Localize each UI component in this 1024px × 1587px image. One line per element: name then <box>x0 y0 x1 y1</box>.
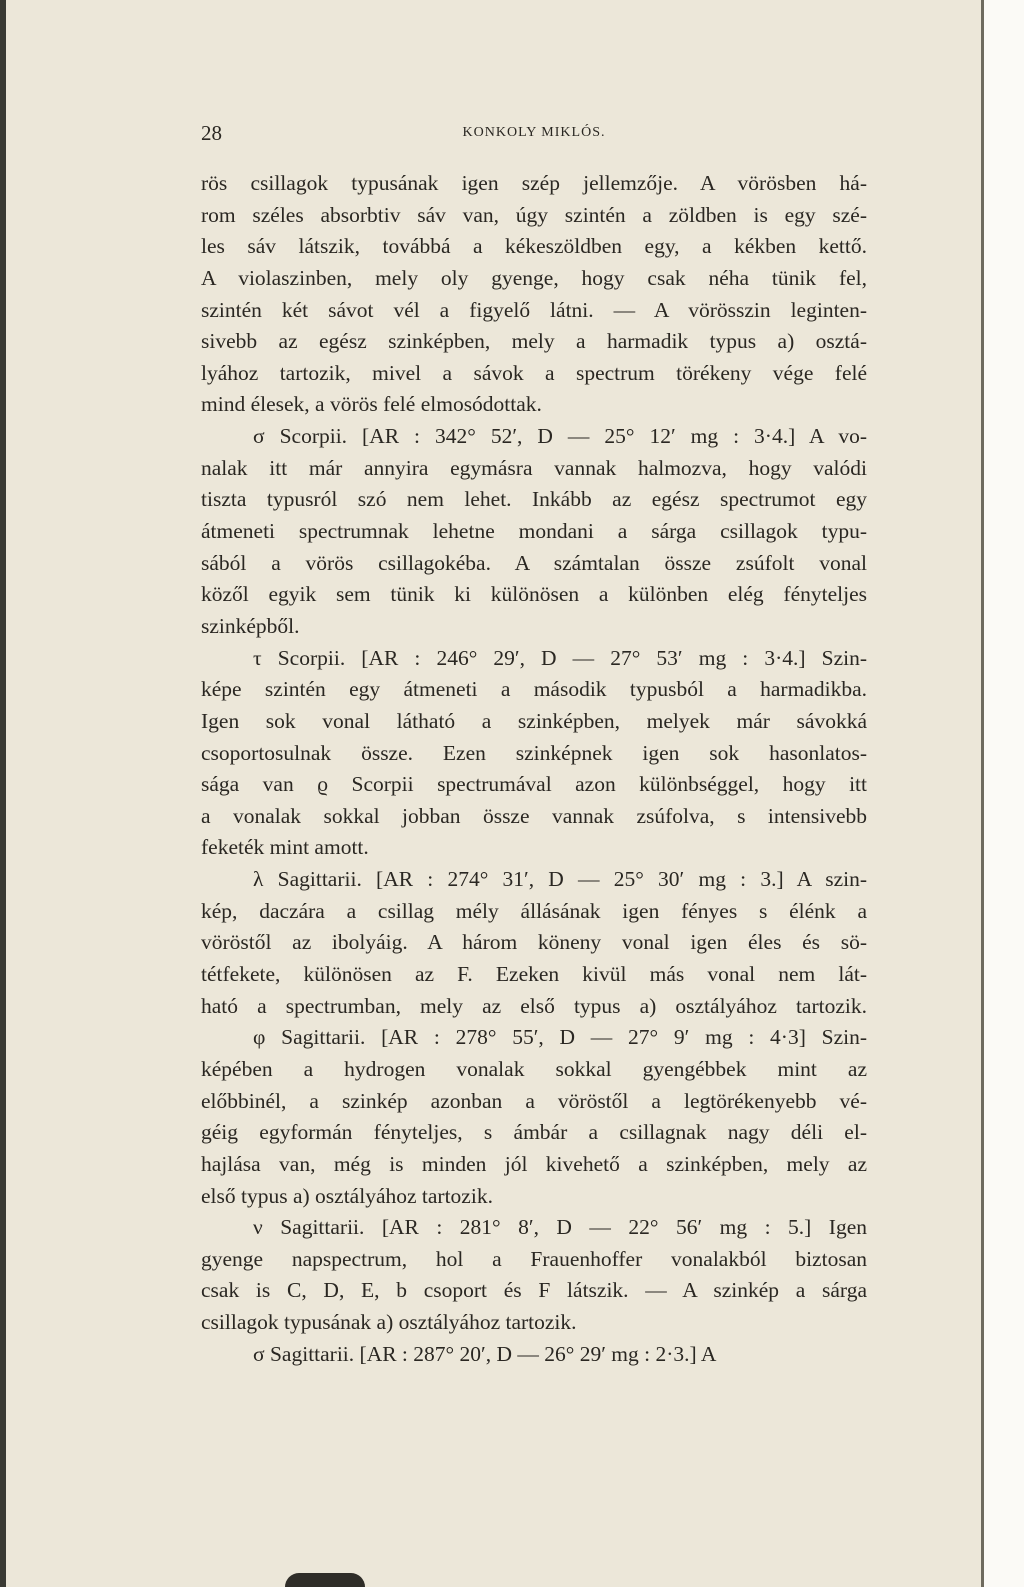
text-line: A violaszinben, mely oly gyenge, hogy csak néha tünik fel, <box>201 265 867 290</box>
text-line: lyához tartozik, mivel a sávok a spectrum törékeny vége felé <box>201 360 867 385</box>
body-text <box>201 168 867 1370</box>
text-line: sivebb az egész szinképben, mely a harmadik typus a) osztá- <box>201 329 867 354</box>
text-line: τ Scorpii. [AR : 246° 29′, D — 27° 53′ mg : 3·4.] Szin- <box>253 645 867 670</box>
text-line: csak is C, D, E, b csoport és F látszik. — A szinkép a sárga <box>201 1278 867 1303</box>
text-line: szinképből. <box>201 613 300 638</box>
text-line: vöröstől az ibolyáig. A három köneny vonal igen éles és sö- <box>201 930 867 955</box>
text-line: nalak itt már annyira egymásra vannak halmozva, hogy valódi <box>201 455 867 480</box>
text-line: mind élesek, a vörös felé elmosódottak. <box>201 392 542 417</box>
text-line: előbbinél, a szinkép azonban a vöröstől a legtörékenyebb vé- <box>201 1088 867 1113</box>
text-line: feketék mint amott. <box>201 835 369 860</box>
text-line: képében a hydrogen vonalak sokkal gyengébbek mint az <box>201 1056 867 1081</box>
text-line: Igen sok vonal látható a szinképben, melyek már sávokká <box>201 708 867 733</box>
text-line: tétfekete, különösen az F. Ezeken kivül más vonal nem lát- <box>201 962 867 987</box>
text-line: φ Sagittarii. [AR : 278° 55′, D — 27° 9′ mg : 4·3] Szin- <box>253 1025 867 1050</box>
text-line: sából a vörös csillagokéba. A számtalan össze zsúfolt vonal <box>201 550 867 575</box>
running-head: KONKOLY MIKLÓS. <box>462 125 606 140</box>
text-line: csillagok typusának a) osztályához tartozik. <box>201 1310 577 1335</box>
scan-shadow <box>285 1573 365 1587</box>
text-line: ható a spectrumban, mely az első typus a) osztályához tartozik. <box>201 993 867 1018</box>
text-line: rom széles absorbtiv sáv van, úgy szintén a zöldben is egy szé- <box>201 202 867 227</box>
page-header <box>201 121 867 149</box>
scan-margin <box>984 0 1024 1587</box>
text-line: átmeneti spectrumnak lehetne mondani a sárga csillagok typu- <box>201 519 867 544</box>
text-line: kép, daczára a csillag mély állásának igen fényes s élénk a <box>201 898 867 923</box>
text-line: rös csillagok typusának igen szép jellemzője. A vörösben há- <box>201 171 867 195</box>
text-line: szintén két sávot vél a figyelő látni. — A vörösszin leginten- <box>201 297 867 322</box>
text-line: σ Sagittarii. [AR : 287° 20′, D — 26° 29′ mg : 2·3.] A <box>253 1341 717 1366</box>
text-line: ν Sagittarii. [AR : 281° 8′, D — 22° 56′ mg : 5.] Igen <box>253 1215 867 1240</box>
text-line: sága van ϱ Scorpii spectrumával azon különbséggel, hogy itt <box>201 772 867 797</box>
text-line: les sáv látszik, továbbá a kékeszöldben egy, a kékben kettő. <box>201 234 867 259</box>
text-line: σ Scorpii. [AR : 342° 52′, D — 25° 12′ mg : 3·4.] A vo- <box>253 424 867 449</box>
text-line: hajlása van, még is minden jól kivehető a szinképben, mely az <box>201 1151 867 1176</box>
text-line: csoportosulnak össze. Ezen szinképnek igen sok hasonlatos- <box>201 740 867 765</box>
text-line: képe szintén egy átmeneti a második typusból a harmadikba. <box>201 677 867 702</box>
text-line: gyenge napspectrum, hol a Frauenhoffer vonalakból biztosan <box>201 1246 867 1271</box>
text-line: a vonalak sokkal jobban össze vannak zsúfolva, s intensivebb <box>201 803 867 828</box>
page-binding-edge <box>0 0 6 1587</box>
text-line: tiszta typusról szó nem lehet. Inkább az egész spectrumot egy <box>201 487 867 512</box>
text-line: közől egyik sem tünik ki különösen a különben elég fényteljes <box>201 582 867 607</box>
page-number: 28 <box>201 121 222 145</box>
text-line: géig egyformán fényteljes, s ámbár a csillagnak nagy déli el- <box>201 1120 867 1145</box>
text-line: első typus a) osztályához tartozik. <box>201 1183 493 1208</box>
text-line: λ Sagittarii. [AR : 274° 31′, D — 25° 30′ mg : 3.] A szin- <box>253 867 867 892</box>
